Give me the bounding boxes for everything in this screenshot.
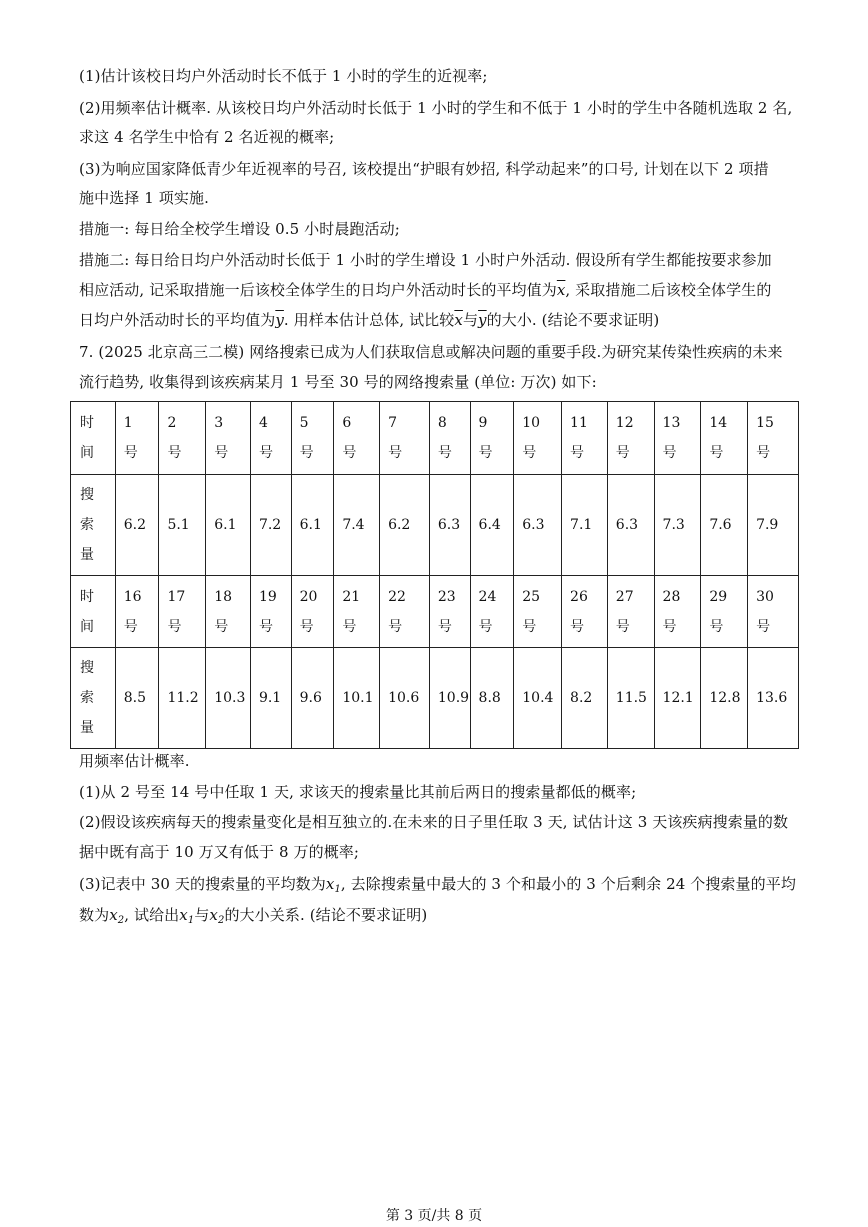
value-cell: 7.2 — [250, 475, 291, 576]
search-header-cell — [71, 648, 116, 749]
day-cell — [514, 576, 562, 648]
x-bar-symbol: $\overline{x}$ — [454, 311, 463, 329]
value-cell: 10.3 — [206, 648, 251, 749]
day-label: 9号 — [478, 415, 493, 461]
var-x: x — [179, 906, 188, 924]
day-label: 30号 — [756, 588, 774, 635]
text-segment: 与 — [462, 311, 479, 329]
x-bar-symbol: $\overline{x}$ — [556, 281, 566, 299]
q6-measure2-line2 — [79, 280, 771, 300]
text-segment: 的大小. (结论不要求证明) — [486, 311, 660, 329]
day-cell — [206, 576, 251, 648]
day-cell — [562, 576, 608, 648]
var-x: x — [109, 906, 118, 924]
day-cell — [291, 576, 334, 648]
time-label: 时间 — [80, 588, 94, 635]
day-cell — [206, 402, 251, 475]
day-label: 13号 — [662, 415, 681, 461]
q7-part2-line2: 据中既有高于 10 万又有低于 8 万的概率; — [79, 843, 360, 861]
text-segment: 数为 — [79, 906, 110, 924]
day-label: 28号 — [662, 588, 681, 635]
day-cell — [429, 576, 470, 648]
text-segment: 日均户外活动时长的平均值为 — [79, 311, 276, 329]
day-label: 20号 — [299, 588, 318, 635]
day-label: 14号 — [709, 415, 728, 461]
q6-part1: (1)估计该校日均户外活动时长不低于 1 小时的学生的近视率; — [79, 67, 488, 85]
day-label: 5号 — [299, 415, 314, 461]
subscript: 2 — [117, 915, 125, 926]
day-label: 26号 — [570, 588, 588, 635]
day-cell — [514, 402, 562, 475]
day-cell — [748, 402, 799, 475]
table-row-days-2 — [71, 576, 799, 648]
q7-part1: (1)从 2 号至 14 号中任取 1 天, 求该天的搜索量比其前后两日的搜索量都低的概率; — [79, 783, 637, 801]
day-cell — [562, 402, 608, 475]
var-x: x — [325, 875, 335, 893]
day-cell — [291, 402, 334, 475]
y-bar-symbol: $\overline{y}$ — [275, 311, 284, 329]
value-cell: 7.9 — [748, 475, 799, 576]
day-cell — [159, 576, 206, 648]
text-segment: 的大小关系. (结论不要求证明) — [224, 906, 428, 924]
day-label: 2号 — [167, 415, 182, 461]
search-label: 搜索量 — [80, 660, 94, 736]
search-volume-table — [70, 401, 799, 749]
q7-part3-line2 — [79, 905, 427, 925]
page-footer: 第 3 页/共 8 页 — [385, 1208, 483, 1224]
day-cell — [654, 402, 701, 475]
day-cell — [701, 576, 748, 648]
day-cell — [470, 576, 514, 648]
value-cell: 6.2 — [380, 475, 430, 576]
day-label: 21号 — [342, 588, 361, 635]
day-label: 15号 — [756, 415, 774, 461]
day-label: 27号 — [615, 588, 634, 635]
day-cell — [654, 576, 701, 648]
day-label: 24号 — [478, 588, 497, 635]
day-cell — [701, 402, 748, 475]
text-segment: , 去除搜索量中最大的 3 个和最小的 3 个后剩余 24 个搜索量的平均 — [340, 875, 796, 893]
value-cell: 5.1 — [159, 475, 206, 576]
day-label: 3号 — [214, 415, 229, 461]
text-segment: , 采取措施二后该校全体学生的 — [565, 281, 772, 299]
q6-part3-line1: (3)为响应国家降低青少年近视率的号召, 该校提出“护眼有妙招, 科学动起来”的口号, 计划在以下 2 项措 — [79, 160, 769, 178]
day-cell — [380, 576, 430, 648]
day-cell — [250, 402, 291, 475]
day-cell — [380, 402, 430, 475]
value-cell: 11.5 — [607, 648, 654, 749]
table-row-values-2 — [71, 648, 799, 749]
day-label: 6号 — [342, 415, 357, 461]
value-cell: 7.6 — [701, 475, 748, 576]
table-row-values-1 — [71, 475, 799, 576]
day-cell — [115, 402, 159, 475]
value-cell: 7.1 — [562, 475, 608, 576]
value-cell: 8.2 — [562, 648, 608, 749]
day-label: 19号 — [258, 588, 277, 635]
value-cell: 10.4 — [514, 648, 562, 749]
time-label: 时间 — [80, 415, 94, 461]
value-cell: 6.3 — [429, 475, 470, 576]
day-cell — [115, 576, 159, 648]
day-label: 23号 — [437, 588, 456, 635]
x2-symbol — [209, 906, 224, 924]
day-label: 18号 — [214, 588, 233, 635]
value-cell: 6.1 — [291, 475, 334, 576]
q6-measure2-line1: 措施二: 每日给日均户外活动时长低于 1 小时的学生增设 1 小时户外活动. 假设所有学生都能按要求参加 — [79, 251, 772, 269]
y-bar-symbol: $\overline{y}$ — [478, 311, 487, 329]
value-cell: 10.6 — [380, 648, 430, 749]
q7-part2-line1: (2)假设该疾病每天的搜索量变化是相互独立的.在未来的日子里任取 3 天, 试估计这 3 天该疾病搜索量的数 — [79, 813, 789, 831]
day-label: 12号 — [615, 415, 634, 461]
q7-intro-line1: 7. (2025 北京高三二模) 网络搜索已成为人们获取信息或解决问题的重要手段.为研究某传染性疾病的未来 — [79, 343, 783, 361]
value-cell: 10.1 — [334, 648, 380, 749]
value-cell: 10.9 — [429, 648, 470, 749]
value-cell: 13.6 — [748, 648, 799, 749]
day-label: 4号 — [258, 415, 273, 461]
var-x: x — [209, 906, 218, 924]
text-segment: , 试给出 — [124, 906, 180, 924]
q6-measure2-line3 — [79, 310, 659, 330]
q7-part3-line1 — [79, 874, 796, 894]
search-label: 搜索量 — [80, 487, 94, 563]
day-label: 22号 — [388, 588, 406, 635]
day-label: 1号 — [123, 415, 138, 461]
time-header-cell — [71, 402, 116, 475]
day-cell — [607, 576, 654, 648]
value-cell: 6.3 — [514, 475, 562, 576]
value-cell: 6.1 — [206, 475, 251, 576]
text-segment: 与 — [194, 906, 210, 924]
q6-measure1: 措施一: 每日给全校学生增设 0.5 小时晨跑活动; — [79, 220, 400, 238]
value-cell: 6.3 — [607, 475, 654, 576]
value-cell: 6.2 — [115, 475, 159, 576]
q6-part2-line1: (2)用频率估计概率. 从该校日均户外活动时长低于 1 小时的学生和不低于 1 小时的学生中各随机选取 2 名, — [79, 99, 793, 117]
day-label: 10号 — [522, 415, 541, 461]
day-cell — [748, 576, 799, 648]
value-cell: 12.1 — [654, 648, 701, 749]
q6-part2-line2: 求这 4 名学生中恰有 2 名近视的概率; — [79, 128, 335, 146]
x2-symbol — [109, 906, 124, 924]
text-segment: . 用样本估计总体, 试比较 — [283, 311, 455, 329]
day-cell — [607, 402, 654, 475]
q6-part3-line2: 施中选择 1 项实施. — [79, 189, 209, 207]
x1-symbol — [179, 906, 194, 924]
day-label: 8号 — [437, 415, 452, 461]
value-cell: 11.2 — [159, 648, 206, 749]
day-cell — [470, 402, 514, 475]
day-cell — [334, 576, 380, 648]
time-header-cell — [71, 576, 116, 648]
text-segment: 相应活动, 记采取措施一后该校全体学生的日均户外活动时长的平均值为 — [79, 281, 557, 299]
value-cell: 7.4 — [334, 475, 380, 576]
day-label: 16号 — [123, 588, 142, 635]
value-cell: 6.4 — [470, 475, 514, 576]
day-cell — [159, 402, 206, 475]
subscript: 1 — [334, 884, 341, 895]
day-cell — [250, 576, 291, 648]
table-row-days-1 — [71, 402, 799, 475]
x1-symbol — [326, 875, 341, 893]
value-cell: 9.6 — [291, 648, 334, 749]
text-segment: (3)记表中 30 天的搜索量的平均数为 — [79, 875, 326, 893]
search-header-cell — [71, 475, 116, 576]
day-cell — [429, 402, 470, 475]
day-cell — [334, 402, 380, 475]
value-cell: 7.3 — [654, 475, 701, 576]
day-label: 17号 — [167, 588, 186, 635]
day-label: 11号 — [570, 415, 588, 461]
day-label: 25号 — [522, 588, 541, 635]
subscript: 1 — [187, 915, 195, 926]
q7-note: 用频率估计概率. — [79, 752, 190, 770]
day-label: 29号 — [709, 588, 728, 635]
value-cell: 9.1 — [250, 648, 291, 749]
value-cell: 8.8 — [470, 648, 514, 749]
q7-intro-line2: 流行趋势, 收集得到该疾病某月 1 号至 30 号的网络搜索量 (单位: 万次) 如下: — [79, 373, 597, 391]
subscript: 2 — [217, 915, 225, 926]
value-cell: 8.5 — [115, 648, 159, 749]
value-cell: 12.8 — [701, 648, 748, 749]
day-label: 7号 — [388, 415, 403, 461]
